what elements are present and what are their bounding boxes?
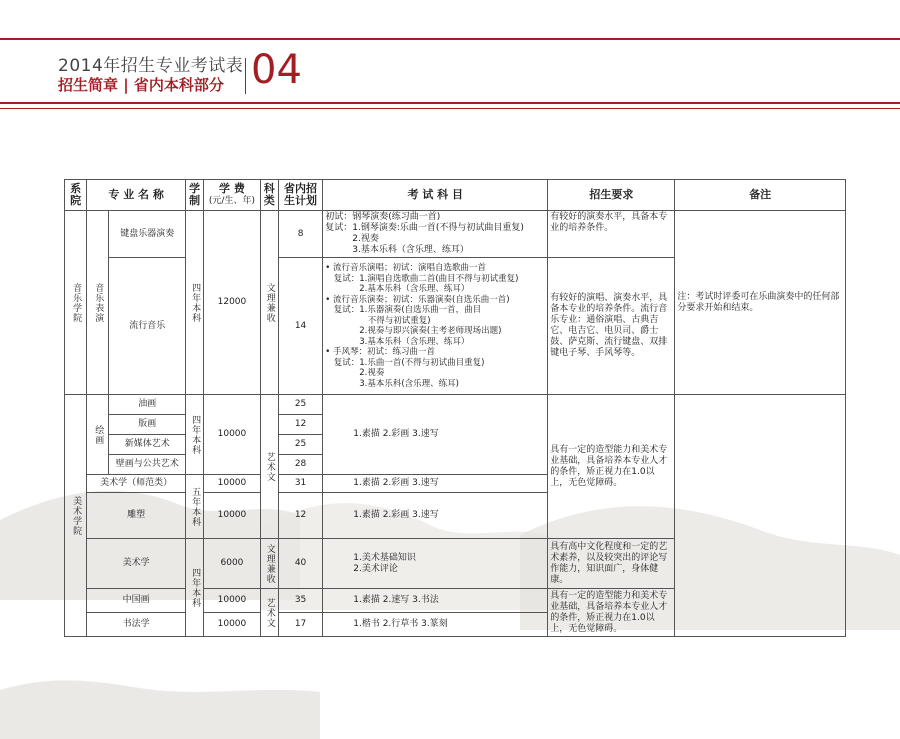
quota-keyboard: 8 (278, 211, 322, 258)
category-cell-theory (260, 539, 278, 589)
header-note: 备注 (675, 180, 846, 211)
note-music: 注：考试时评委可在乐曲演奏中的任何部分要求开始和结束。 (675, 211, 846, 395)
fee-chinese-painting: 10000 (204, 589, 261, 613)
req-art-1: 具有一定的造型能力和美术专业基础，具备培养本专业人才的条件，矫正视力在1.0以上，无色觉障碍。 (548, 395, 675, 539)
quota-calligraphy: 17 (278, 613, 322, 637)
exam-chinese-painting: 1.素描 2.速写 3.书法 (323, 589, 548, 613)
req-keyboard: 有较好的演奏水平，具备本专业的培养条件。 (548, 211, 675, 258)
major-printmaking: 版画 (109, 415, 186, 435)
category-cell-lower (260, 589, 278, 637)
note-art (675, 395, 846, 637)
dept-cell-music (65, 211, 87, 395)
header-duration: 学制 (186, 180, 204, 211)
req-pop-music: 有较好的演唱、演奏水平，具备本专业的培养条件。流行音乐专业：通俗演唱、古典吉它、电吉它、电贝司、爵士鼓、萨克斯、流行键盘、双排键电子琴、手风琴等。 (548, 258, 675, 395)
header-divider (245, 58, 246, 94)
quota-mural: 28 (278, 455, 322, 475)
major-sculpture: 雕塑 (87, 493, 186, 539)
duration-sculpture: 五年本科 (190, 486, 201, 527)
major-art-theory: 美术学 (87, 539, 186, 589)
fee-art-theory: 6000 (204, 539, 261, 589)
group-music-performance: 音乐表演 (93, 282, 104, 323)
header-exam: 考 试 科 目 (323, 180, 548, 211)
dept-art: 美术学院 (71, 495, 82, 536)
header-major: 专 业 名 称 (87, 180, 186, 211)
major-calligraphy: 书法学 (87, 613, 186, 637)
page-title: 2014年招生专业考试表 (58, 56, 244, 76)
exam-calligraphy: 1.楷书 2.行草书 3.篆刻 (323, 613, 548, 637)
header-category: 科类 (260, 180, 278, 211)
dept-music: 音乐学院 (71, 282, 82, 323)
category-art: 艺术文 (264, 451, 275, 482)
fee-calligraphy: 10000 (204, 613, 261, 637)
category-music: 文理兼收 (264, 282, 275, 323)
major-chinese-painting: 中国画 (87, 589, 186, 613)
header-requirements: 招生要求 (548, 180, 675, 211)
major-keyboard: 键盘乐器演奏 (109, 211, 186, 258)
major-new-media: 新媒体艺术 (109, 435, 186, 455)
major-oil-painting: 油画 (109, 395, 186, 415)
exam-pop-music: • 流行音乐演唱；初试：演唱自选歌曲一首 复试：1.演唱自选歌曲二首(曲目不得与初试重复) 2.基本乐科（含乐理、练耳） • 流行音乐演奏；初试：乐器演奏(自选乐曲一首) 复试：1.乐器演奏(自选乐曲一首，曲目 不得与初试重复) 2.视奏与即兴演奏(主考老师现场出题) 3.基本乐科（含乐理、练耳） • 手风琴：初试：练习曲一首 复试：1.乐曲一首(不得与初试曲目重复) 2.视奏 3.基本乐科(含乐理、练耳) (323, 258, 548, 395)
fee-music: 12000 (204, 211, 261, 395)
duration-cell-painting (186, 395, 204, 475)
header-fee (204, 180, 261, 211)
group-cell-painting (87, 395, 109, 475)
exam-keyboard: 初试：钢琴演奏(练习曲一首) 复试：1.钢琴演奏:乐曲一首(不得与初试曲目重复) 2.视奏 3.基本乐科（含乐理、练耳） (323, 211, 548, 258)
duration-cell-sculpture (186, 475, 204, 539)
duration-music: 四年本科 (190, 282, 201, 323)
dept-cell-art (65, 395, 87, 637)
major-art-education: 美术学（师范类） (87, 475, 186, 493)
group-painting: 绘画 (93, 424, 104, 445)
exam-painting: 1.素描 2.彩画 3.速写 (323, 395, 548, 475)
page-subtitle: 招生简章 | 省内本科部分 (58, 76, 224, 94)
exam-art-theory: 1.美术基础知识 2.美术评论 (323, 539, 548, 589)
quota-sculpture: 12 (278, 493, 322, 539)
quota-oil-painting: 25 (278, 395, 322, 415)
category-cell-art (260, 395, 278, 539)
duration-cell-music (186, 211, 204, 395)
req-art-theory: 具有高中文化程度和一定的艺术素养，以及较突出的评论写作能力，知识面广，身体健康。 (548, 539, 675, 589)
exam-sculpture: 1.素描 2.彩画 3.速写 (323, 493, 548, 539)
duration-painting: 四年本科 (190, 414, 201, 455)
quota-art-theory: 40 (278, 539, 322, 589)
duration-lower: 四年本科 (190, 567, 201, 608)
quota-chinese-painting: 35 (278, 589, 322, 613)
page-number: 04 (251, 47, 302, 93)
group-cell-music (87, 211, 109, 395)
category-cell-music (260, 211, 278, 395)
fee-sculpture: 10000 (204, 493, 261, 539)
exam-art-education: 1.素描 2.彩画 3.速写 (323, 475, 548, 493)
major-pop-music: 流行音乐 (109, 258, 186, 395)
header-fee-unit: (元/生、年) (208, 196, 255, 206)
table-row (65, 211, 846, 258)
header-dept: 系院 (65, 180, 87, 211)
duration-cell-lower (186, 539, 204, 637)
category-art-theory: 文理兼收 (264, 543, 275, 584)
header-rule-bottom (0, 102, 900, 104)
header-rule-top (0, 38, 900, 40)
quota-pop-music: 14 (278, 258, 322, 395)
header-fee-label: 学 费 (219, 182, 245, 195)
quota-printmaking: 12 (278, 415, 322, 435)
header-rule-thin (0, 108, 900, 109)
major-mural: 壁画与公共艺术 (109, 455, 186, 475)
category-lower: 艺术文 (264, 597, 275, 628)
req-art-2: 具有一定的造型能力和美术专业基础，具备培养本专业人才的条件，矫正视力在1.0以上，无色觉障碍。 (548, 589, 675, 637)
header-quota: 省内招生计划 (278, 180, 322, 211)
table-row (65, 395, 846, 415)
quota-new-media: 25 (278, 435, 322, 455)
fee-art-education: 10000 (204, 475, 261, 493)
admission-table (64, 179, 846, 637)
fee-painting: 10000 (204, 395, 261, 475)
quota-art-education: 31 (278, 475, 322, 493)
